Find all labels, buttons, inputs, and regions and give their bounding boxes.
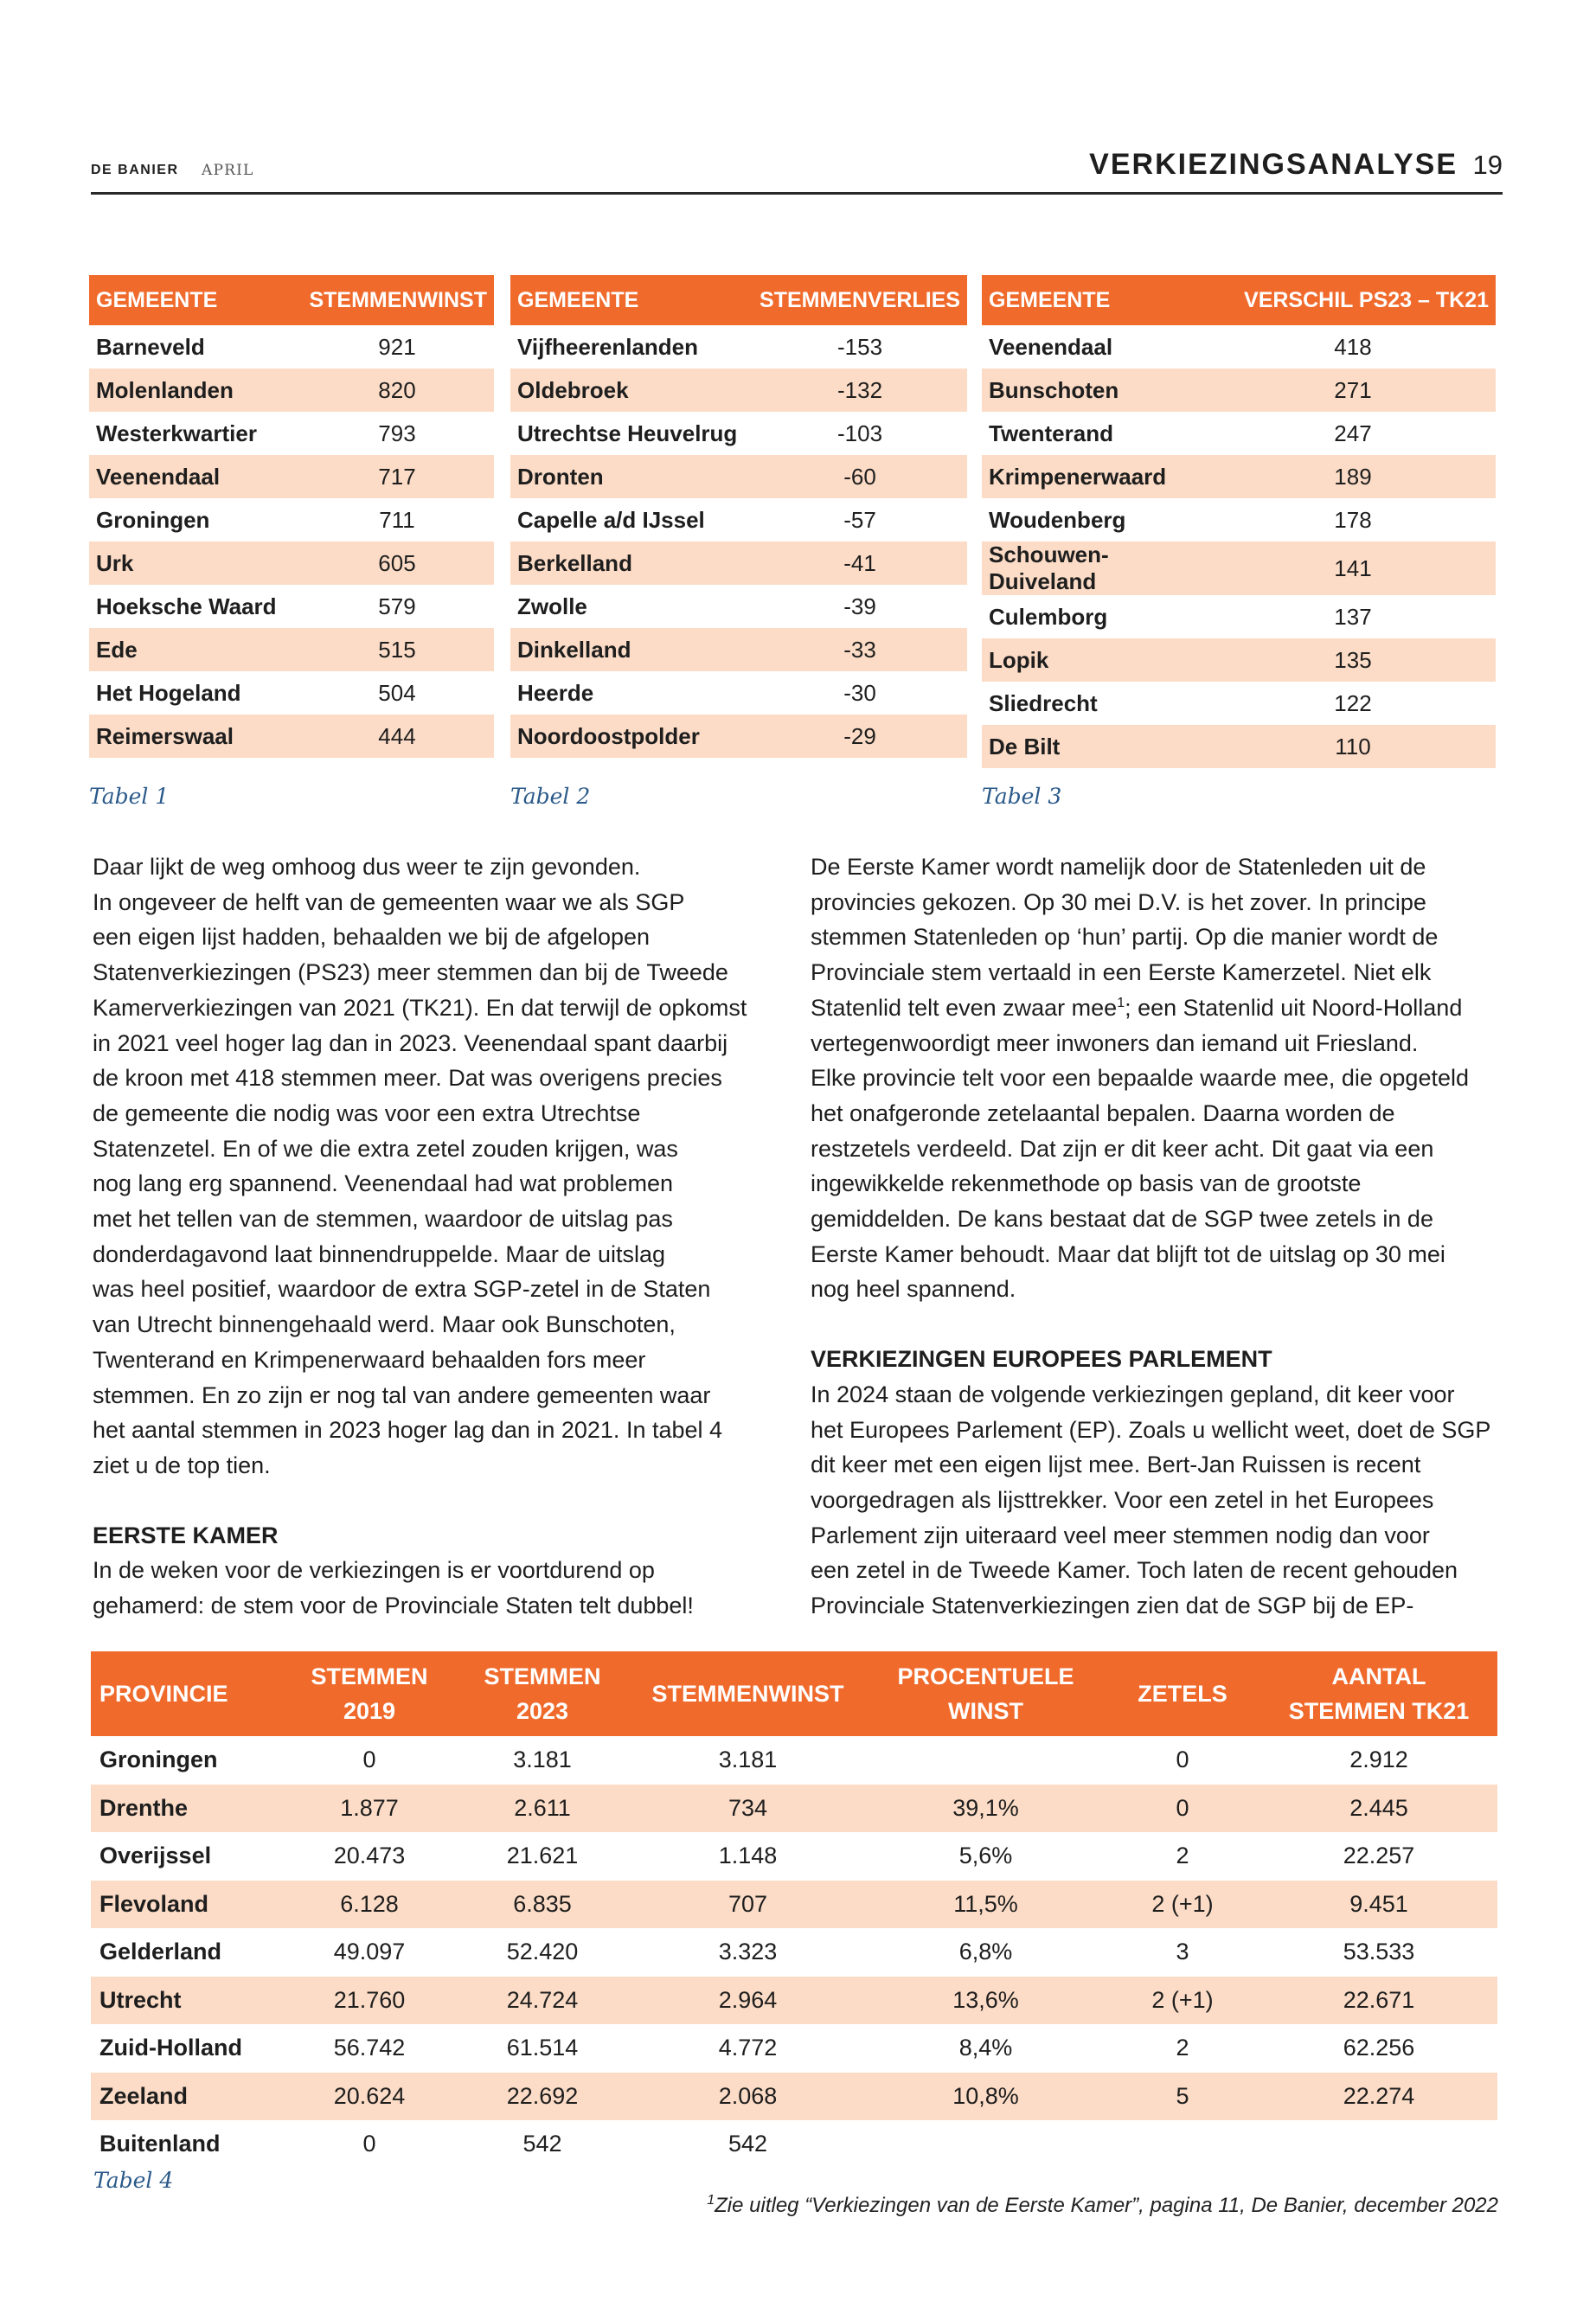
value-cell: -57: [843, 506, 876, 533]
paragraph-line: restzetels verdeeld. Dat zijn er dit keer acht. Dit gaat via een: [811, 1135, 1434, 1162]
column-header: AANTAL STEMMEN TK21: [1260, 1651, 1497, 1736]
section-heading: EERSTE KAMER: [93, 1522, 279, 1548]
value-cell: 62.256: [1343, 2035, 1415, 2061]
value-cell: 13,6%: [867, 1977, 1105, 2025]
paragraph-line: een zetel in de Tweede Kamer. Toch laten de recent gehouden: [811, 1557, 1458, 1584]
value-cell: 39,1%: [867, 1785, 1105, 1833]
value-cell: -153: [836, 333, 883, 360]
provincie-cell: Zeeland: [91, 2073, 283, 2121]
table-row: [89, 455, 494, 498]
value-cell: 0: [1176, 1747, 1189, 1773]
article-left-column: [93, 849, 785, 1624]
value-cell: 711: [379, 506, 415, 533]
value-cell: 2 (+1): [1105, 1881, 1260, 1929]
value-cell: 418: [1334, 333, 1372, 360]
value-cell: 56.742: [333, 2035, 406, 2061]
paragraph-line: ziet u de top tien.: [93, 1452, 271, 1478]
gemeente-cell: Heerde: [517, 679, 594, 706]
value-cell: 2.611: [456, 1785, 629, 1833]
gemeente-cell: Barneveld: [96, 333, 205, 360]
table-row: [91, 1832, 1497, 1881]
table-row: [982, 455, 1496, 498]
value-cell: [867, 2120, 1105, 2169]
table-row: [510, 369, 967, 412]
value-cell: 542: [522, 2131, 562, 2157]
provincie-cell: Utrecht: [91, 1977, 283, 2025]
paragraph-line: Daar lijkt de weg omhoog dus weer te zijn gevonden.: [93, 854, 641, 880]
table-row: [91, 1977, 1497, 2025]
value-cell: 1.877: [283, 1785, 456, 1833]
provincie-cell: Flevoland: [91, 1881, 283, 1929]
value-cell: 22.257: [1343, 1843, 1415, 1869]
value-cell: 3: [1176, 1939, 1189, 1965]
paragraph-line: Provinciale Statenverkiezingen zien dat de SGP bij de EP-: [811, 1593, 1414, 1619]
table-verschil: [982, 275, 1496, 768]
table-row: [89, 585, 494, 628]
value-cell: 793: [378, 420, 416, 446]
value-cell: 24.724: [456, 1977, 629, 2025]
footnote-reference: 1: [1117, 995, 1125, 1010]
table-row: [510, 498, 967, 542]
gemeente-cell: Culemborg: [989, 603, 1108, 630]
paragraph-line: gemiddelden. De kans bestaat dat de SGP twee zetels in de: [811, 1206, 1433, 1233]
table-header-row: [982, 275, 1496, 325]
paragraph-line: de gemeente die nodig was voor een extra Utrechtse: [93, 1099, 641, 1126]
paragraph-line: Statenzetel. En of we die extra zetel zouden krijgen, was: [93, 1135, 678, 1162]
gemeente-cell: Utrechtse Heuvelrug: [517, 420, 738, 446]
gemeente-cell: Lopik: [982, 638, 1210, 682]
value-cell: 6.835: [456, 1881, 629, 1929]
value-cell: 6.128: [283, 1881, 456, 1929]
value-cell: 189: [1210, 455, 1496, 498]
value-cell: 141: [1210, 542, 1496, 595]
value-cell: 504: [378, 679, 416, 706]
table-stemmenverlies: [510, 275, 967, 758]
paragraph-line: In ongeveer de helft van de gemeenten waar we als SGP: [93, 888, 685, 915]
paragraph-line: Twenterand en Krimpenerwaard behaalden fors meer: [93, 1346, 646, 1373]
paragraph-line: nog lang erg spannend. Veenendaal had wat problemen: [93, 1170, 674, 1197]
paragraph-line: de kroon met 418 stemmen meer. Dat was overigens precies: [93, 1065, 722, 1092]
table-row: [91, 1881, 1497, 1929]
value-cell: -41: [753, 542, 967, 585]
value-cell: 8,4%: [958, 2035, 1013, 2061]
paragraph-line: stemmen Statenleden op ‘hun’ partij. Op die manier wordt de: [811, 924, 1439, 951]
section-heading: VERKIEZINGEN EUROPEES PARLEMENT: [811, 1346, 1272, 1373]
gemeente-cell: Woudenberg: [989, 506, 1126, 533]
value-cell: 20.624: [283, 2073, 456, 2121]
table-row: [982, 325, 1496, 369]
value-cell: 515: [300, 628, 494, 671]
provincie-cell: Buitenland: [99, 2131, 221, 2157]
section-title: VERKIEZINGSANALYSE: [1089, 148, 1458, 181]
value-cell: [1105, 2120, 1260, 2169]
value-cell: 4.772: [718, 2035, 778, 2061]
paragraph-line: In 2024 staan de volgende verkiezingen gepland, dit keer voor: [811, 1381, 1455, 1407]
table-row: [91, 2024, 1497, 2073]
footnote-text: Zie uitleg “Verkiezingen van de Eerste Kamer”, pagina 11, De Banier, december 2022: [715, 2194, 1498, 2217]
value-cell: -132: [753, 369, 967, 412]
paragraph-line: dit keer met een eigen lijst mee. Bert-Jan Ruissen is recent: [811, 1452, 1421, 1478]
paragraph-line: van Utrecht binnengehaald werd. Maar ook Bunschoten,: [93, 1311, 676, 1338]
value-cell: 921: [378, 333, 416, 360]
value-cell: 2: [1176, 1843, 1189, 1869]
provincie-cell: Drenthe: [91, 1785, 283, 1833]
value-cell: -33: [753, 628, 967, 671]
footnote: [707, 2194, 1498, 2218]
table-row: [89, 671, 494, 715]
paragraph-line: nog heel spannend.: [811, 1276, 1016, 1303]
column-header: PROCENTUELE WINST: [867, 1651, 1105, 1736]
gemeente-cell: Veenendaal: [89, 455, 300, 498]
provincie-cell: Zuid-Holland: [99, 2035, 242, 2061]
value-cell: 137: [1334, 603, 1372, 630]
gemeente-cell: Noordoostpolder: [510, 715, 753, 758]
column-header: GEMEENTE: [89, 275, 300, 325]
value-cell: 53.533: [1343, 1939, 1415, 1965]
gemeente-cell: Ede: [89, 628, 300, 671]
value-cell: 20.473: [333, 1843, 406, 1869]
value-cell: 0: [362, 1747, 376, 1773]
paragraph-line: Kamerverkiezingen van 2021 (TK21). En dat terwijl de opkomst: [93, 994, 747, 1021]
gemeente-cell: Dinkelland: [510, 628, 753, 671]
column-header: ZETELS: [1105, 1651, 1260, 1736]
value-cell: 21.760: [283, 1977, 456, 2025]
paragraph-line: een eigen lijst hadden, behaalden we bij de afgelopen: [93, 924, 651, 951]
paragraph-line: Provinciale stem vertaald in een Eerste Kamerzetel. Niet elk: [811, 959, 1432, 986]
paragraph-line: Parlement zijn uiteraard veel meer stemmen nodig dan voor: [811, 1522, 1430, 1548]
provincie-cell: Overijssel: [99, 1843, 212, 1869]
column-header: STEMMENVERLIES: [753, 275, 967, 325]
publication-name: DE BANIER: [91, 163, 179, 177]
value-cell: 605: [300, 542, 494, 585]
value-cell: 178: [1334, 506, 1372, 533]
gemeente-cell: Sliedrecht: [989, 689, 1098, 716]
value-cell: 2: [1176, 2035, 1189, 2061]
value-cell: 579: [378, 593, 416, 619]
article-right-column: [811, 849, 1508, 1624]
gemeente-cell: Bunschoten: [982, 369, 1210, 412]
paragraph-line: voorgedragen als lijsttrekker. Voor een zetel in het Europees: [811, 1486, 1434, 1513]
value-cell: 247: [1334, 420, 1372, 446]
table-caption: Tabel 2: [510, 784, 591, 809]
table-row: [982, 369, 1496, 412]
value-cell: 3.181: [513, 1747, 572, 1773]
value-cell: 820: [300, 369, 494, 412]
gemeente-cell: Oldebroek: [510, 369, 753, 412]
table-row: [510, 715, 967, 758]
gemeente-cell: Reimerswaal: [89, 715, 300, 758]
value-cell: 110: [1210, 725, 1496, 768]
paragraph-line: was heel positief, waardoor de extra SGP-zetel in de Staten: [93, 1276, 711, 1303]
table-row: [89, 715, 494, 758]
table-caption: Tabel 1: [89, 784, 170, 809]
gemeente-cell: Groningen: [96, 506, 210, 533]
gemeente-cell: Berkelland: [510, 542, 753, 585]
gemeente-cell: Hoeksche Waard: [96, 593, 277, 619]
paragraph-line: met het tellen van de stemmen, waardoor de uitslag pas: [93, 1206, 673, 1233]
table-row: [982, 595, 1496, 638]
table-row: [89, 369, 494, 412]
gemeente-cell: Het Hogeland: [96, 679, 241, 706]
table-row: [91, 2120, 1497, 2169]
paragraph-line: Statenverkiezingen (PS23) meer stemmen dan bij de Tweede: [93, 959, 728, 986]
paragraph-line: gehamerd: de stem voor de Provinciale Staten telt dubbel!: [93, 1593, 694, 1619]
table-row: [91, 2073, 1497, 2121]
table-caption: Tabel 4: [93, 2168, 174, 2193]
value-cell: 6,8%: [958, 1939, 1013, 1965]
paragraph-line: donderdagavond laat binnendruppelde. Maar de uitslag: [93, 1240, 666, 1267]
value-cell: -103: [836, 420, 883, 446]
value-cell: 2 (+1): [1105, 1977, 1260, 2025]
table-row: [510, 455, 967, 498]
column-header: PROVINCIE: [91, 1651, 283, 1736]
provincie-cell: Gelderland: [99, 1939, 222, 1965]
column-header: STEMMENWINST: [300, 275, 494, 325]
table-row: [510, 412, 967, 455]
value-cell: 22.671: [1260, 1977, 1497, 2025]
table-row: [510, 671, 967, 715]
table-row: [91, 1785, 1497, 1833]
gemeente-cell: De Bilt: [982, 725, 1210, 768]
table-row: [89, 628, 494, 671]
paragraph-line: het Europees Parlement (EP). Zoals u wellicht weet, doet de SGP: [811, 1416, 1491, 1443]
table-row: [510, 542, 967, 585]
table-header-row: [510, 275, 967, 325]
gemeente-cell: Molenlanden: [89, 369, 300, 412]
value-cell: 22.692: [456, 2073, 629, 2121]
value-cell: 11,5%: [867, 1881, 1105, 1929]
paragraph-line: in 2021 veel hoger lag dan in 2023. Veenendaal spant daarbij: [93, 1029, 728, 1056]
gemeente-cell: Capelle a/d IJssel: [517, 506, 705, 533]
value-cell: 9.451: [1260, 1881, 1497, 1929]
value-cell: 10,8%: [867, 2073, 1105, 2121]
column-header: STEMMENWINST: [629, 1651, 867, 1736]
paragraph-line: het onafgeronde zetelaantal bepalen. Daarna worden de: [811, 1099, 1395, 1126]
table-row: [982, 498, 1496, 542]
column-header: STEMMEN 2023: [456, 1651, 629, 1736]
value-cell: [1260, 2120, 1497, 2169]
table-caption: Tabel 3: [982, 784, 1062, 809]
gemeente-cell: Twenterand: [989, 420, 1113, 446]
issue-month: APRIL: [202, 162, 254, 179]
table-provincies: [91, 1651, 1497, 2169]
value-cell: 271: [1210, 369, 1496, 412]
value-cell: 122: [1334, 689, 1372, 716]
table-row: [510, 628, 967, 671]
value-cell: 2.964: [629, 1977, 867, 2025]
paragraph-line: In de weken voor de verkiezingen is er voortdurend op: [93, 1557, 655, 1584]
value-cell: -30: [843, 679, 876, 706]
table-header-row: [89, 275, 494, 325]
column-header: GEMEENTE: [510, 275, 753, 325]
table-row: [982, 682, 1496, 725]
value-cell: 717: [300, 455, 494, 498]
table-row: [91, 1736, 1497, 1785]
value-cell: 52.420: [506, 1939, 579, 1965]
table-stemmenwinst: [89, 275, 494, 758]
gemeente-cell: Veenendaal: [989, 333, 1113, 360]
value-cell: 734: [629, 1785, 867, 1833]
table-row: [89, 325, 494, 369]
gemeente-cell: Dronten: [510, 455, 753, 498]
table-row: [982, 542, 1496, 595]
value-cell: 444: [300, 715, 494, 758]
provincie-cell: Groningen: [99, 1747, 218, 1773]
table-header-row: [91, 1651, 1497, 1736]
gemeente-cell: Westerkwartier: [96, 420, 257, 446]
footnote-mark: 1: [707, 2193, 715, 2208]
gemeente-cell: Schouwen-Duiveland: [982, 542, 1210, 595]
page-header: [91, 145, 1503, 195]
value-cell: 2.445: [1260, 1785, 1497, 1833]
value-cell: 2.068: [629, 2073, 867, 2121]
value-cell: [867, 1736, 1105, 1785]
value-cell: 61.514: [506, 2035, 579, 2061]
value-cell: 707: [629, 1881, 867, 1929]
value-cell: 2.912: [1349, 1747, 1408, 1773]
value-cell: 0: [362, 2131, 376, 2157]
column-header: STEMMEN 2019: [283, 1651, 456, 1736]
value-cell: 1.148: [718, 1843, 778, 1869]
value-cell: 5,6%: [958, 1843, 1013, 1869]
value-cell: -29: [753, 715, 967, 758]
paragraph-line: Eerste Kamer behoudt. Maar dat blijft tot de uitslag op 30 mei: [811, 1240, 1445, 1267]
table-row: [89, 498, 494, 542]
table-row: [982, 412, 1496, 455]
column-header: GEMEENTE: [982, 275, 1210, 325]
column-header: VERSCHIL PS23 – TK21: [1210, 275, 1496, 325]
table-row: [982, 638, 1496, 682]
table-row: [89, 542, 494, 585]
gemeente-cell: Zwolle: [517, 593, 587, 619]
paragraph-line: vertegenwoordigt meer inwoners dan iemand uit Friesland.: [811, 1029, 1419, 1056]
paragraph-line: Statenlid telt even zwaar mee$^1$; een Statenlid uit Noord-Holland: [811, 994, 1463, 1021]
table-row: [89, 412, 494, 455]
gemeente-cell: Vijfheerenlanden: [517, 333, 699, 360]
table-row: [510, 325, 967, 369]
value-cell: 21.621: [506, 1843, 579, 1869]
paragraph-line: Elke provincie telt voor een bepaalde waarde mee, die opgeteld: [811, 1065, 1469, 1092]
paragraph-line: stemmen. En zo zijn er nog tal van andere gemeenten waar: [93, 1381, 711, 1408]
value-cell: 135: [1210, 638, 1496, 682]
value-cell: 49.097: [333, 1939, 406, 1965]
value-cell: 22.274: [1260, 2073, 1497, 2121]
table-row: [510, 585, 967, 628]
gemeente-cell: Krimpenerwaard: [982, 455, 1210, 498]
paragraph-line: provincies gekozen. Op 30 mei D.V. is het zover. In principe: [811, 888, 1426, 915]
value-cell: -39: [843, 593, 876, 619]
value-cell: 0: [1105, 1785, 1260, 1833]
table-row: [91, 1928, 1497, 1977]
value-cell: 3.323: [718, 1939, 778, 1965]
paragraph-line: ingewikkelde rekenmethode op basis van de grootste: [811, 1170, 1362, 1197]
value-cell: -60: [753, 455, 967, 498]
page-number: 19: [1472, 150, 1503, 180]
value-cell: 542: [727, 2131, 768, 2157]
paragraph-line: De Eerste Kamer wordt namelijk door de Statenleden uit de: [811, 854, 1426, 880]
table-row: [982, 725, 1496, 768]
paragraph-line: het aantal stemmen in 2023 hoger lag dan in 2021. In tabel 4: [93, 1417, 723, 1444]
value-cell: 5: [1105, 2073, 1260, 2121]
gemeente-cell: Urk: [89, 542, 300, 585]
value-cell: 3.181: [718, 1747, 778, 1773]
